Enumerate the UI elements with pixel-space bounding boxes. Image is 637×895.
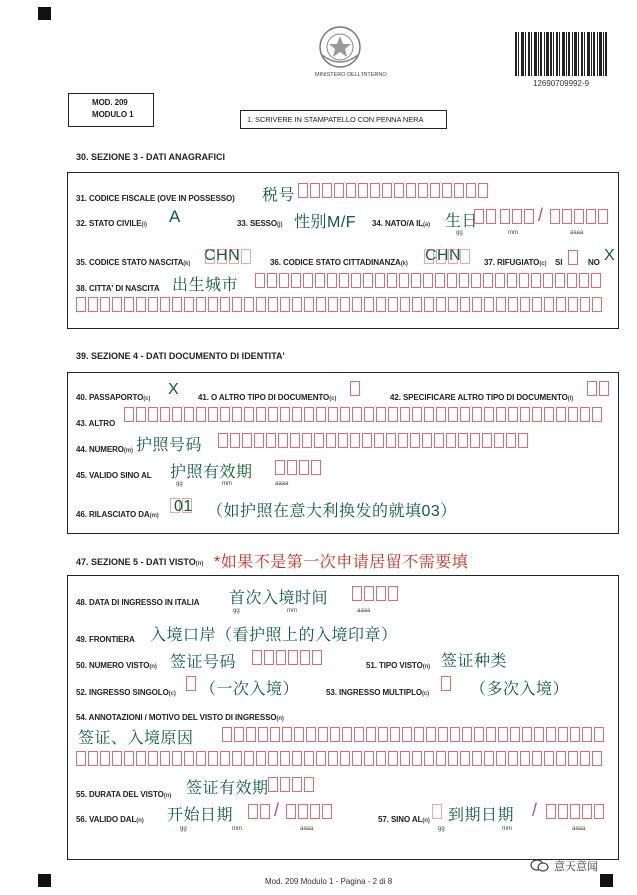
valido-sino-label: 45. VALIDO SINO AL: [76, 471, 152, 480]
nato-il-day-boxes[interactable]: [474, 209, 498, 226]
valido-sino-value[interactable]: 护照有效期: [170, 464, 253, 481]
sino-al-year-boxes[interactable]: [546, 804, 606, 821]
rifugiato-label: 37. RIFUGIATO(c): [484, 258, 547, 267]
rilasciato-da-value[interactable]: 01: [174, 498, 193, 515]
data-ingresso-boxes[interactable]: [352, 586, 400, 603]
numero-value[interactable]: 护照号码: [136, 437, 203, 454]
al-mm-caption: mm: [502, 826, 512, 832]
codice-stato-nascita-boxes[interactable]: [205, 249, 253, 266]
valido-dal-year-boxes[interactable]: [286, 804, 334, 821]
specificare-label: 42. SPECIFICARE ALTRO TIPO DI DOCUMENTO(l): [390, 393, 574, 402]
ingresso-singolo-box[interactable]: [186, 676, 198, 693]
ministry-name: MINISTERO DELL'INTERNO: [315, 72, 387, 78]
sesso-value[interactable]: 性别M/F: [294, 214, 357, 231]
codice-stato-cittadinanza-value[interactable]: CHN: [425, 247, 462, 264]
corner-marker-top-left: [38, 7, 51, 20]
sino-al-day-boxes[interactable]: [432, 804, 444, 821]
durata-value[interactable]: 签证有效期: [186, 780, 269, 797]
section-5-title: 47. SEZIONE 5 - DATI VISTO(n): [76, 557, 204, 567]
model-line-1: MOD. 209: [92, 98, 128, 107]
valido-dal-value[interactable]: 开始日期: [167, 807, 234, 824]
page-footer: Mod. 209 Modulo 1 - Pagina - 2 di 8: [265, 877, 393, 886]
rilasciato-da-note: （如护照在意大利换发的就填03）: [207, 503, 457, 520]
ingresso-singolo-value: （一次入境）: [200, 681, 300, 698]
tipo-visto-label: 51. TIPO VISTO(n): [366, 661, 431, 670]
gg-caption: gg: [456, 230, 463, 236]
rilasciato-da-label: 46. RILASCIATO DA(m): [76, 510, 159, 519]
stato-civile-value[interactable]: A: [169, 207, 181, 226]
specificare-boxes[interactable]: [587, 381, 611, 398]
codice-stato-nascita-value[interactable]: CHN: [204, 247, 241, 264]
watermark: [530, 858, 598, 874]
annotazioni-value[interactable]: 签证、入境原因: [78, 730, 194, 747]
ingresso-multiplo-value: （多次入境）: [470, 681, 570, 698]
valido-gg-caption: gg: [176, 481, 183, 487]
instruction-box: [240, 110, 447, 129]
sesso-label: 33. SESSO(j): [237, 219, 283, 228]
tipo-visto-value[interactable]: 签证种类: [441, 653, 508, 670]
ingresso-mm-caption: mm: [287, 608, 297, 614]
sino-al-value[interactable]: 到期日期: [448, 807, 515, 824]
frontiera-value[interactable]: 入境口岸（看护照上的入境印章）: [150, 627, 398, 644]
numero-visto-boxes[interactable]: [252, 650, 324, 667]
nato-il-value[interactable]: 生日: [445, 213, 479, 230]
mm-caption: mm: [508, 230, 518, 236]
instruction-text: 1. SCRIVERE IN STAMPATELLO CON PENNA NERA: [247, 115, 424, 124]
numero-boxes[interactable]: [218, 433, 530, 450]
dal-aaaa-caption: aaaa: [300, 826, 314, 832]
passaporto-label: 40. PASSAPORTO(c): [76, 393, 151, 402]
citta-nascita-boxes-row-2[interactable]: [76, 297, 604, 314]
durata-label: 55. DURATA DEL VISTO(n): [76, 790, 172, 799]
numero-label: 44. NUMERO(m): [76, 445, 133, 454]
numero-visto-value[interactable]: 签证号码: [170, 654, 237, 671]
numero-visto-label: 50. NUMERO VISTO(n): [76, 661, 157, 670]
ingresso-aaaa-caption: aaaa: [357, 608, 371, 614]
date-slash: /: [274, 800, 280, 820]
valido-aaaa-caption: aaaa: [275, 481, 289, 487]
valido-sino-boxes[interactable]: [275, 460, 323, 477]
durata-boxes[interactable]: [268, 777, 316, 794]
corner-marker-bottom-right: [600, 874, 613, 887]
nato-il-label: 34. NATO/A IL(a): [372, 219, 431, 228]
valido-dal-month-boxes[interactable]: [248, 804, 272, 821]
nato-il-month-boxes[interactable]: [500, 209, 536, 226]
wechat-icon: [530, 859, 550, 873]
aaaa-caption: aaaa: [570, 230, 584, 236]
codice-stato-nascita-label: 35. CODICE STATO NASCITA(k): [76, 258, 191, 267]
altro-boxes[interactable]: [124, 407, 604, 424]
rifugiato-no-label: NO: [588, 258, 600, 267]
codice-fiscale-note: 税号: [262, 187, 296, 204]
dal-gg-caption: gg: [180, 826, 187, 832]
barcode-number: 12690709992-9: [533, 79, 590, 88]
annotazioni-label: 54. ANNOTAZIONI / MOTIVO DEL VISTO DI INGRESSO(n): [76, 713, 284, 722]
ingresso-singolo-label: 52. INGRESSO SINGOLO(c): [76, 688, 176, 697]
codice-stato-cittadinanza-label: 36. CODICE STATO CITTADINANZA(k): [270, 258, 408, 267]
citta-nascita-boxes-row-1[interactable]: [255, 273, 603, 290]
frontiera-label: 49. FRONTIERA: [76, 635, 135, 644]
altro-label: 43. ALTRO: [76, 419, 116, 428]
section-3-title: 30. SEZIONE 3 - DATI ANAGRAFICI: [76, 152, 226, 162]
date-slash: /: [532, 800, 538, 820]
annotazioni-boxes-row-1[interactable]: [222, 727, 606, 744]
passaporto-value[interactable]: X: [168, 381, 180, 398]
altro-tipo-label: 41. O ALTRO TIPO DI DOCUMENTO(c): [198, 393, 337, 402]
model-line-2: MODULO 1: [92, 110, 134, 119]
corner-marker-bottom-left: [38, 874, 51, 887]
rifugiato-si-box[interactable]: [568, 250, 580, 267]
citta-nascita-label: 38. CITTA' DI NASCITA: [76, 284, 160, 293]
codice-stato-cittadinanza-boxes[interactable]: [424, 249, 472, 266]
ingresso-multiplo-box[interactable]: [441, 676, 453, 693]
valido-dal-label: 56. VALIDO DAL(n): [76, 815, 144, 824]
data-ingresso-value[interactable]: 首次入境时间: [229, 590, 329, 607]
codice-fiscale-boxes[interactable]: [298, 183, 490, 200]
valido-mm-caption: mm: [222, 481, 232, 487]
citta-nascita-value[interactable]: 出生城市: [172, 277, 239, 294]
al-aaaa-caption: aaaa: [572, 826, 586, 832]
nato-il-year-boxes[interactable]: [550, 209, 610, 226]
emblem-icon: [318, 25, 362, 69]
rifugiato-si-label: SI: [555, 258, 563, 267]
codice-fiscale-label: 31. CODICE FISCALE (OVE IN POSSESSO): [76, 194, 235, 203]
al-gg-caption: gg: [438, 826, 445, 832]
section-4-title: 39. SEZIONE 4 - DATI DOCUMENTO DI IDENTITA': [76, 351, 285, 361]
rifugiato-no-value[interactable]: X: [604, 247, 616, 264]
section-5-note: *如果不是第一次申请居留不需要填: [214, 554, 469, 571]
ingresso-gg-caption: gg: [233, 608, 240, 614]
sino-al-label: 57. SINO AL(n): [378, 815, 430, 824]
watermark-text: 意天意闻: [554, 861, 598, 873]
stato-civile-label: 32. STATO CIVILE(i): [76, 219, 147, 228]
ingresso-multiplo-label: 53. INGRESSO MULTIPLO(c): [326, 688, 430, 697]
date-slash: /: [538, 205, 544, 225]
barcode-icon: [515, 32, 607, 76]
model-box: [68, 93, 154, 127]
dal-mm-caption: mm: [232, 826, 242, 832]
altro-tipo-box[interactable]: [350, 381, 362, 398]
annotazioni-boxes-row-2[interactable]: [76, 751, 604, 768]
data-ingresso-label: 48. DATA DI INGRESSO IN ITALIA: [76, 598, 200, 607]
